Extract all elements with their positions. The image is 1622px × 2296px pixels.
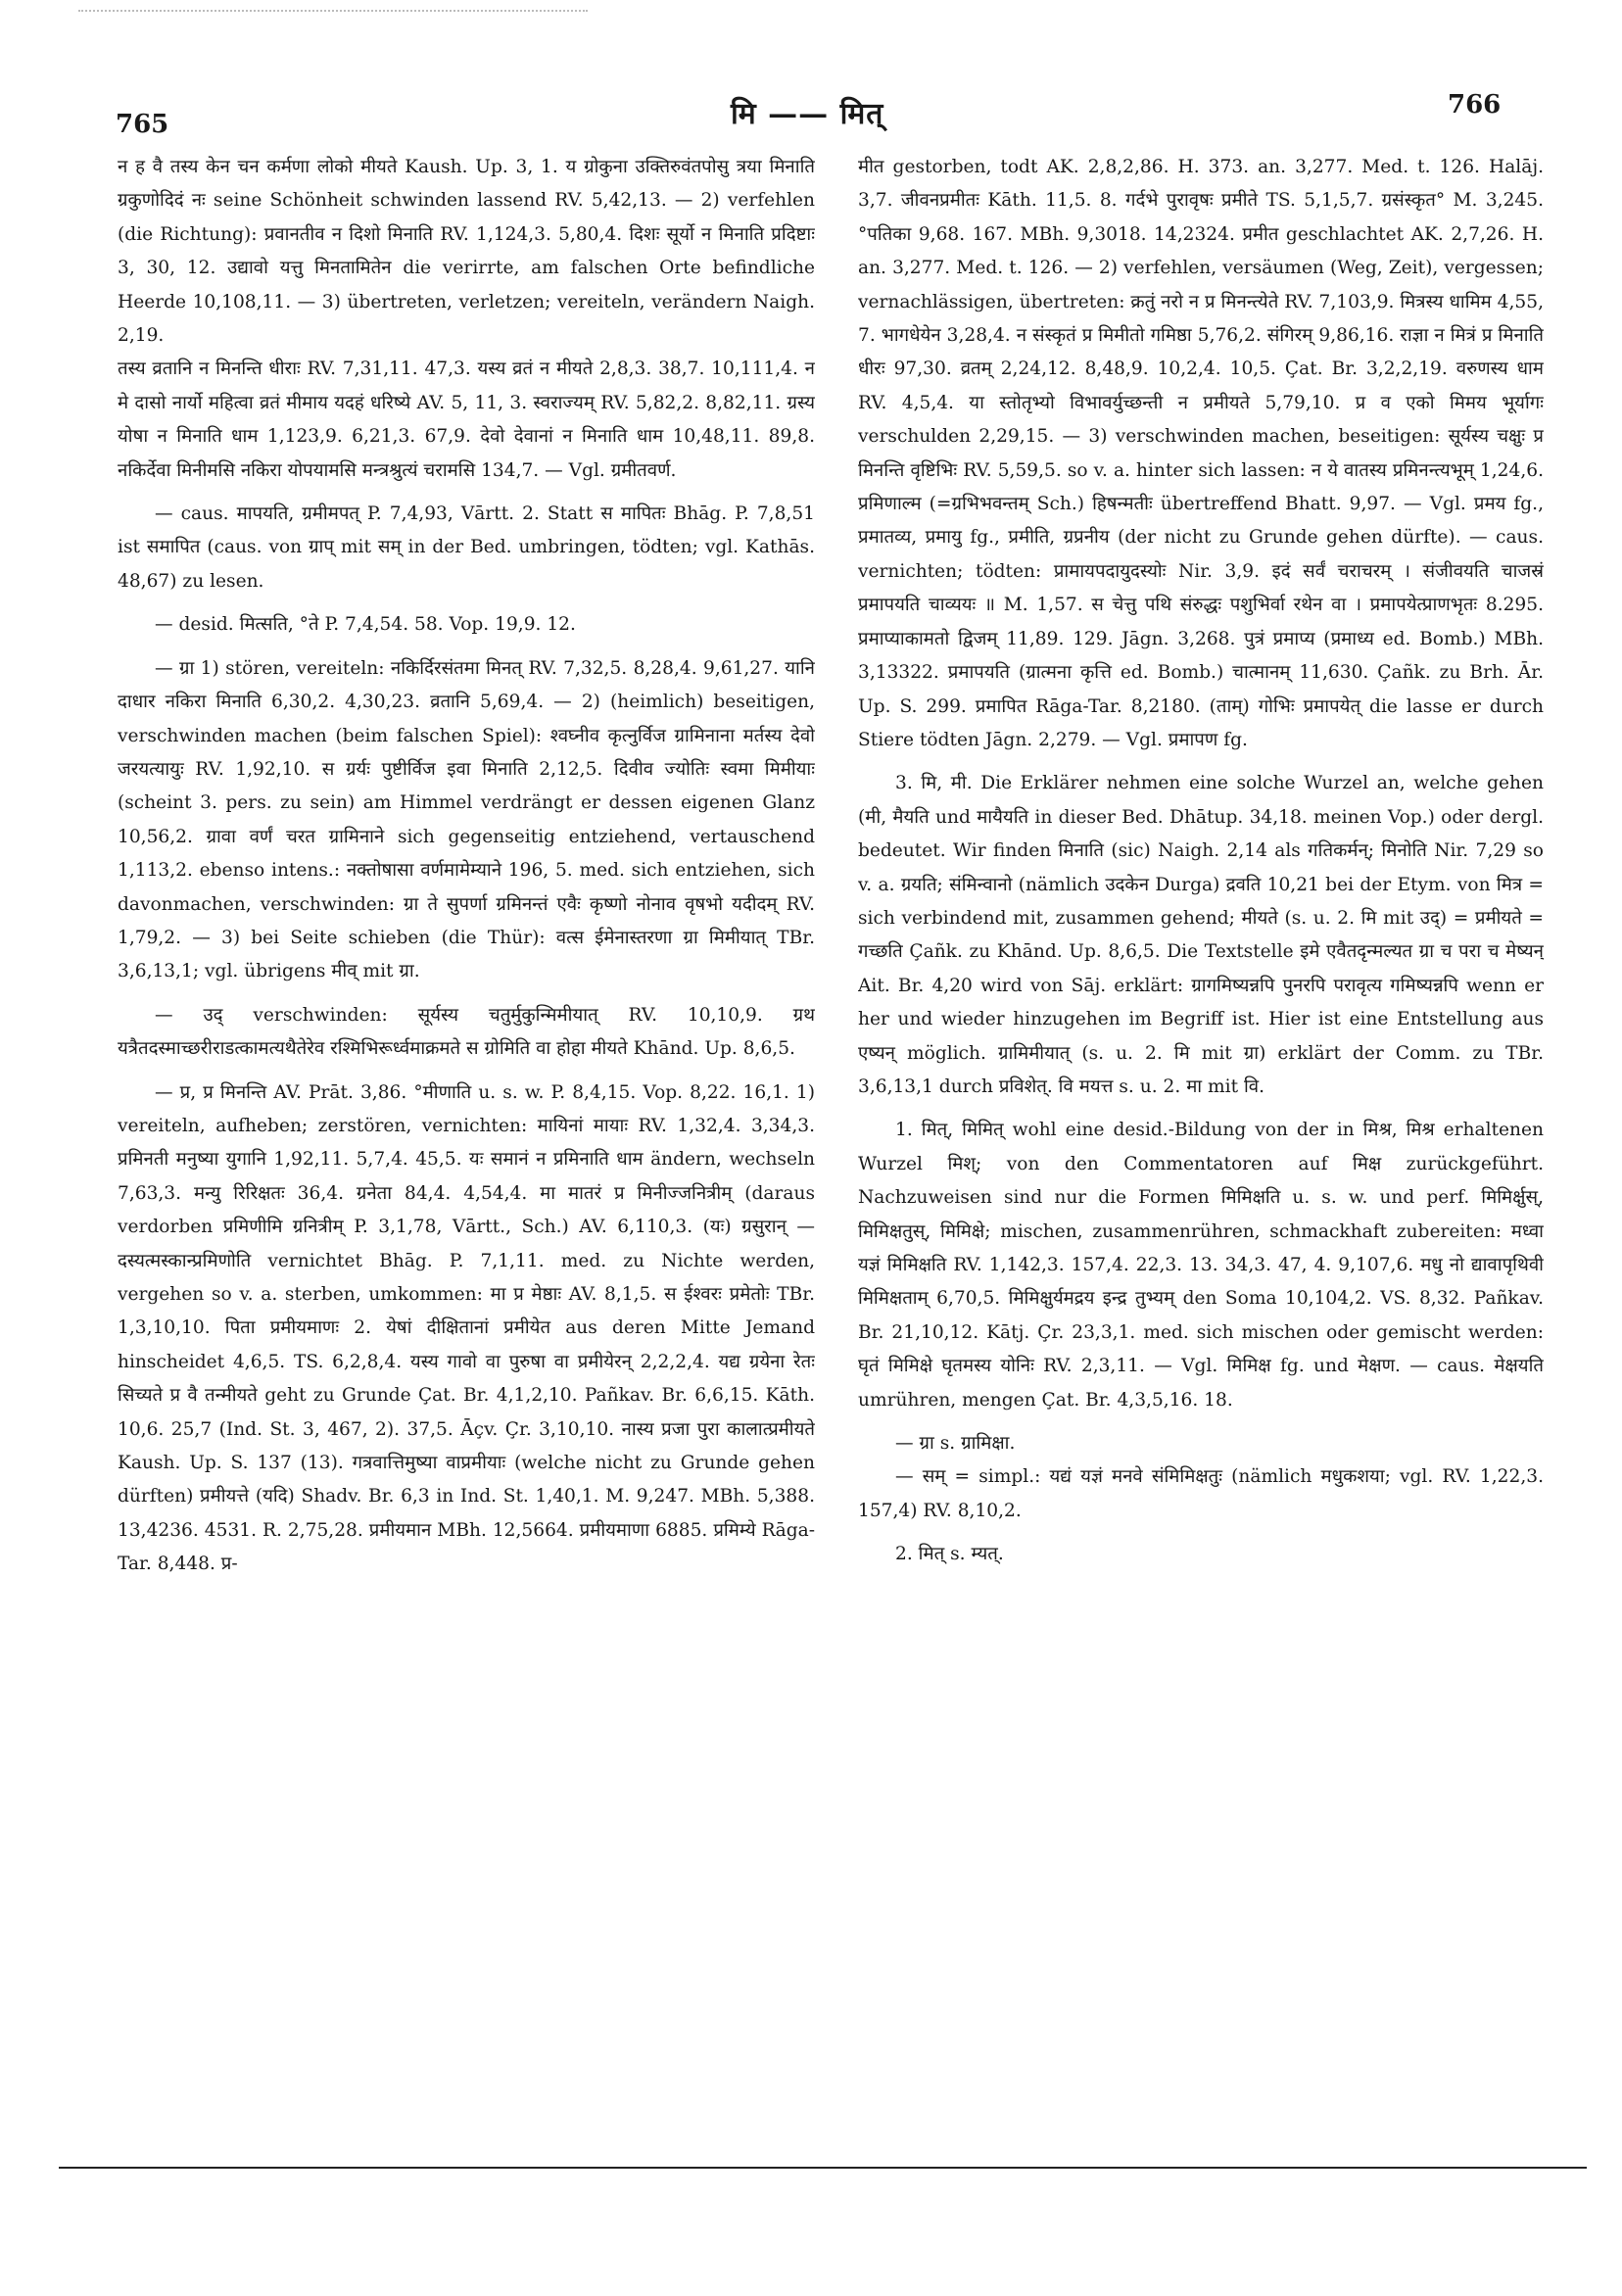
left-column [118, 151, 815, 1983]
entry-paragraph: — desid. मित्सति, °ते P. 7,4,54. 58. Vop. 19,9. 12. [155, 614, 576, 636]
scan-artifact [78, 10, 588, 12]
entry-paragraph: — caus. मापयति, ग्रमीमपत् P. 7,4,93, Vārtt. 2. Statt स मापितः Bhāg. P. 7,8,51 ist समापित (caus. von ग्राप् mit सम् in der Bed. umbringen, tödten; vgl. Kathās. 48,67) zu lesen. [118, 503, 815, 592]
entry-paragraph: — ग्रा 1) stören, vereiteln: नकिर्दिरसंतमा मिनत् RV. 7,32,5. 8,28,4. 9,61,27. यानि दाधार नकिरा मिनाति 6,30,2. 4,30,23. व्रतानि 5,69,4. — 2) (heimlich) beseitigen, verschwinden machen (beim falschen Spiel): श्वघ्नीव कृत्नुर्विज ग्रामिनाना मर्तस्य देवो जरयत्यायुः RV. 1,92,10. स ग्रर्यः पुष्टीर्विज इवा मिनाति 2,12,5. दिवीव ज्योतिः स्वमा मिमीयाः (scheint 3. pers. zu sein) am Himmel verdrängt er dessen eigenen Glanz 10,56,2. ग्रावा वर्णं चरत ग्रामिनाने sich gegenseitig entziehend, vertauschend 1,113,2. ebenso intens.: नक्तोषासा वर्णमामेम्याने 196, 5. med. sich entziehen, sich davonmachen, verschwinden: ग्रा ते सुपर्णा ग्रमिनन्तं एवैः कृष्णो नोनाव वृषभो यदीदम् RV. 1,79,2. — 3) bei Seite schieben (die Thür): वत्स ईमेनास्तरणा ग्रा मिमीयात् TBr. 3,6,13,1; vgl. übrigens मीव् mit ग्रा. [118, 657, 815, 982]
entry-paragraph: मीत gestorben, todt AK. 2,8,2,86. H. 373. an. 3,277. Med. t. 126. Halāj. 3,7. जीवनप्रमीतः Kāth. 11,5. 8. गर्दभे पुरावृषः प्रमीते TS. 5,1,5,7. ग्रसंस्कृत° M. 3,245. °पतिका 9,68. 167. MBh. 9,3018. 14,2324. प्रमीत geschlachtet AK. 2,7,26. H. an. 3,277. Med. t. 126. — 2) verfehlen, versäumen (Weg, Zeit), vergessen; vernachlässigen, übertreten: क्रतुं नरो न प्र मिनन्त्येते RV. 7,103,9. मित्रस्य धामिम 4,55, 7. भागधेयेन 3,28,4. न संस्कृतं प्र मिमीतो गमिष्ठा 5,76,2. संगिरम् 9,86,16. राज्ञा न मित्रं प्र मिनाति धीरः 97,30. व्रतम् 2,24,12. 8,48,9. 10,2,4. 10,5. Çat. Br. 3,2,2,19. वरुणस्य धाम RV. 4,5,4. या स्तोतृभ्यो विभावर्युच्छन्ती न प्रमीयते 5,79,10. प्र व एको मिमय भूर्यागः verschulden 2,29,15. — 3) verschwinden machen, beseitigen: सूर्यस्य चक्षुः प्र मिनन्ति वृष्टिभिः RV. 5,59,5. so v. a. hinter sich lassen: न ये वातस्य प्रमिनन्त्यभूम् 1,24,6. प्रमिणाल्म (=ग्रभिभवन्तम् Sch.) हिषन्मतीः übertreffend Bhatt. 9,97. — Vgl. प्रमय fg., प्रमातव्य, प्रमायु fg., प्रमीति, ग्रप्रनीय (der nicht zu Grunde gehen dürfte). — caus. vernichten; tödten: प्रामायपदायुदस्योः Nir. 3,9. इदं सर्वं चराचरम् । संजीवयति चाजस्रं प्रमापयति चाव्ययः ॥ M. 1,57. स चेत्तु पथि संरुद्धः पशुभिर्वा रथेन वा । प्रमापयेत्प्राणभृतः 8.295. प्रमाप्याकामतो द्विजम् 11,89. 129. Jāgn. 3,268. पुत्रं प्रमाप्य (प्रमाध्य ed. Bomb.) MBh. 3,13322. प्रमापयति (ग्रात्मना कृत्ति ed. Bomb.) चात्मानम् 11,630. Çañk. zu Brh. Ār. Up. S. 299. प्रमापित Rāga-Tar. 8,2180. (ताम्) गोभिः प्रमापयेत् die lasse er durch Stiere tödten Jāgn. 2,279. — Vgl. प्रमापण fg. [858, 157, 1544, 750]
entry-paragraph: न ह वै तस्य केन चन कर्मणा लोको मीयते Kaush. Up. 3, 1. य ग्रोकुना उक्तिरुवंतपोसु त्रया मिनाति ग्रकुणोदिदं नः seine Schönheit schwinden lassend RV. 5,42,13. — 2) verfehlen (die Richtung): प्रवानतीव न दिशो मिनाति RV. 1,124,3. 5,80,4. दिशः सूर्यो न मिनाति प्रदिष्टाः 3, 30, 12. उद्यावो यत्तु मिनतामितेन die verirrte, am falschen Orte befindliche Heerde 10,108,11. — 3) übertreten, verletzen; vereiteln, verändern Naigh. 2,19. [118, 157, 815, 347]
entry-paragraph: — ग्रा s. ग्रामिक्षा. [895, 1433, 1016, 1455]
left-page-number: 765 [116, 110, 169, 139]
footer-rule [59, 2167, 1587, 2169]
entry-paragraph: — उद् verschwinden: सूर्यस्य चतुर्मुकुन्मिमीयात् RV. 10,10,9. ग्रथ यत्रैतदस्माच्छरीराडत्कामत्यथैतेरेव रश्मिभिरूर्ध्वमाक्रमते स ग्रोमिति वा होहा मीयते Khānd. Up. 8,6,5. [118, 1004, 815, 1060]
right-page-number: 766 [1448, 90, 1502, 120]
entry-paragraph: 3. मि, मी. Die Erklärer nehmen eine solche Wurzel an, welche gehen (मी, मैयति und मायैयति in dieser Bed. Dhātup. 34,18. meinen Vop.) oder dergl. bedeutet. Wir finden मिनाति (sic) Naigh. 2,14 als गतिकर्मन्; मिनोति Nir. 7,29 so v. a. ग्रयति; संमिन्वानो (nämlich उदकेन Durga) द्रवति 10,21 bei der Etym. von मित्र = sich verbindend mit, zusammen gehend; मीयते (s. u. 2. मि mit उद्) = प्रमीयते = गच्छति Çañk. zu Khānd. Up. 8,6,5. Die Textstelle इमे एवैतदृन्मल्यत ग्रा च परा च मेष्यन् Ait. Br. 4,20 wird von Sāj. erklärt: ग्रागमिष्यन्नपि पुनरपि परावृत्य गमिष्यन्नपि wenn er her und wieder hinzugehen im Begriff ist. Hier ist eine Entstellung aus एष्यन् möglich. ग्रामिमीयात् (s. u. 2. मि mit ग्रा) erklärt der Comm. zu TBr. 3,6,13,1 durch प्रविशेत्. वि मयत्त s. u. 2. मा mit वि. [858, 773, 1544, 1097]
entry-paragraph: तस्य व्रतानि न मिनन्ति धीराः RV. 7,31,11. 47,3. यस्य व्रतं न मीयते 2,8,3. 38,7. 10,111,4. न मे दासो नार्यो महित्वा व्रतं मीमाय यदहं धरिष्ये AV. 5, 11, 3. स्वराज्यम् RV. 5,82,2. 8,82,11. ग्रस्य योषा न मिनाति धाम 1,123,9. 6,21,3. 67,9. देवो देवानां न मिनाति धाम 10,48,11. 89,8. नकिर्देवा मिनीमसि नकिरा योपयामसि मन्त्रश्रुत्यं चरामसि 134,7. — Vgl. ग्रमीतवर्ण. [118, 359, 815, 481]
right-column [858, 151, 1544, 1983]
entry-paragraph: — प्र, प्र मिनन्ति AV. Prāt. 3,86. °मीणाति u. s. w. P. 8,4,15. Vop. 8,22. 16,1. 1) vereiteln, aufheben; zerstören, vernichten: मायिनां मायाः RV. 1,32,4. 3,34,3. प्रमिनती मनुष्या युगानि 1,92,11. 5,7,4. 45,5. यः समानं न प्रमिनाति धाम ändern, wechseln 7,63,3. मन्यु रिरिक्षतः 36,4. ग्रनेता 84,4. 4,54,4. मा मातरं प्र मिनीज्जनित्रीम् (daraus verdorben प्रमिणीमि ग्रनित्रीम् P. 3,1,78, Vārtt., Sch.) AV. 6,110,3. (यः) ग्रसुरान् — दस्यत्मस्कान्प्रमिणोति vernichtet Bhāg. P. 7,1,11. med. zu Nichte werden, vergehen so v. a. sterben, umkommen: मा प्र मेष्ठाः AV. 8,1,5. स ईश्वरः प्रमेतोः TBr. 1,3,10,10. पिता प्रमीयमाणः 2. येषां दीक्षितानां प्रमीयेत aus deren Mitte Jemand hinscheidet 4,6,5. TS. 6,2,8,4. यस्य गावो वा पुरुषा वा प्रमीयेरन् 2,2,2,4. यद्य ग्रयेना रेतः सिच्यते प्र वै तन्मीयते geht zu Grunde Çat. Br. 4,1,2,10. Pañkav. Br. 6,6,15. Kāth. 10,6. 25,7 (Ind. St. 3, 467, 2). 37,5. Āçv. Çr. 3,10,10. नास्य प्रजा पुरा कालात्प्रमीयते Kaush. Up. S. 137 (13). गत्रवात्तिमुष्या वाप्रमीयाः (welche nicht zu Grunde gehen dürften) प्रमीयत्ते (यदि) Shadv. Br. 6,3 in Ind. St. 1,40,1. M. 9,247. MBh. 5,388. 13,4236. 4531. R. 2,75,28. प्रमीयमान MBh. 12,5664. प्रमीयमाणा 6885. प्रमिम्ये Rāga-Tar. 8,448. प्र- [118, 1081, 815, 1575]
entry-paragraph: — सम् = simpl.: यद्यं यज्ञं मनवे संमिमिक्षतुः (nämlich मधुकशया; vgl. RV. 1,22,3. 157,4) RV. 8,10,2. [858, 1466, 1544, 1521]
entry-paragraph: 2. मित् s. म्यत्. [895, 1544, 1004, 1565]
entry-paragraph: 1. मित्, मिमित् wohl eine desid.-Bildung von der in मिश्र, मिश्र erhaltenen Wurzel मिश्; von den Commentatoren auf मिक्ष zurückgeführt. Nachzuweisen sind nur die Formen मिमिक्षति u. s. w. und perf. मिमिर्क्षुस्, मिमिक्षतुस्, मिमिक्षे; mischen, zusammenrühren, schmackhaft zubereiten: मध्वा यज्ञं मिमिक्षति RV. 1,142,3. 157,4. 22,3. 13. 34,3. 47, 4. 9,107,6. मधु नो द्यावापृथिवी मिमिक्षताम् 6,70,5. मिमिक्षुर्यमद्रय इन्द्र तुभ्यम् den Soma 10,104,2. VS. 8,32. Pañkav. Br. 21,10,12. Kātj. Çr. 23,3,1. med. sich mischen oder gemischt werden: घृतं मिमिक्षे घृतमस्य योनिः RV. 2,3,11. — Vgl. मिमिक्ष fg. und मेक्षण. — caus. मेक्षयति umrühren, mengen Çat. Br. 4,3,5,16. 18. [858, 1120, 1544, 1411]
running-head: मि —— मित् [731, 97, 884, 131]
